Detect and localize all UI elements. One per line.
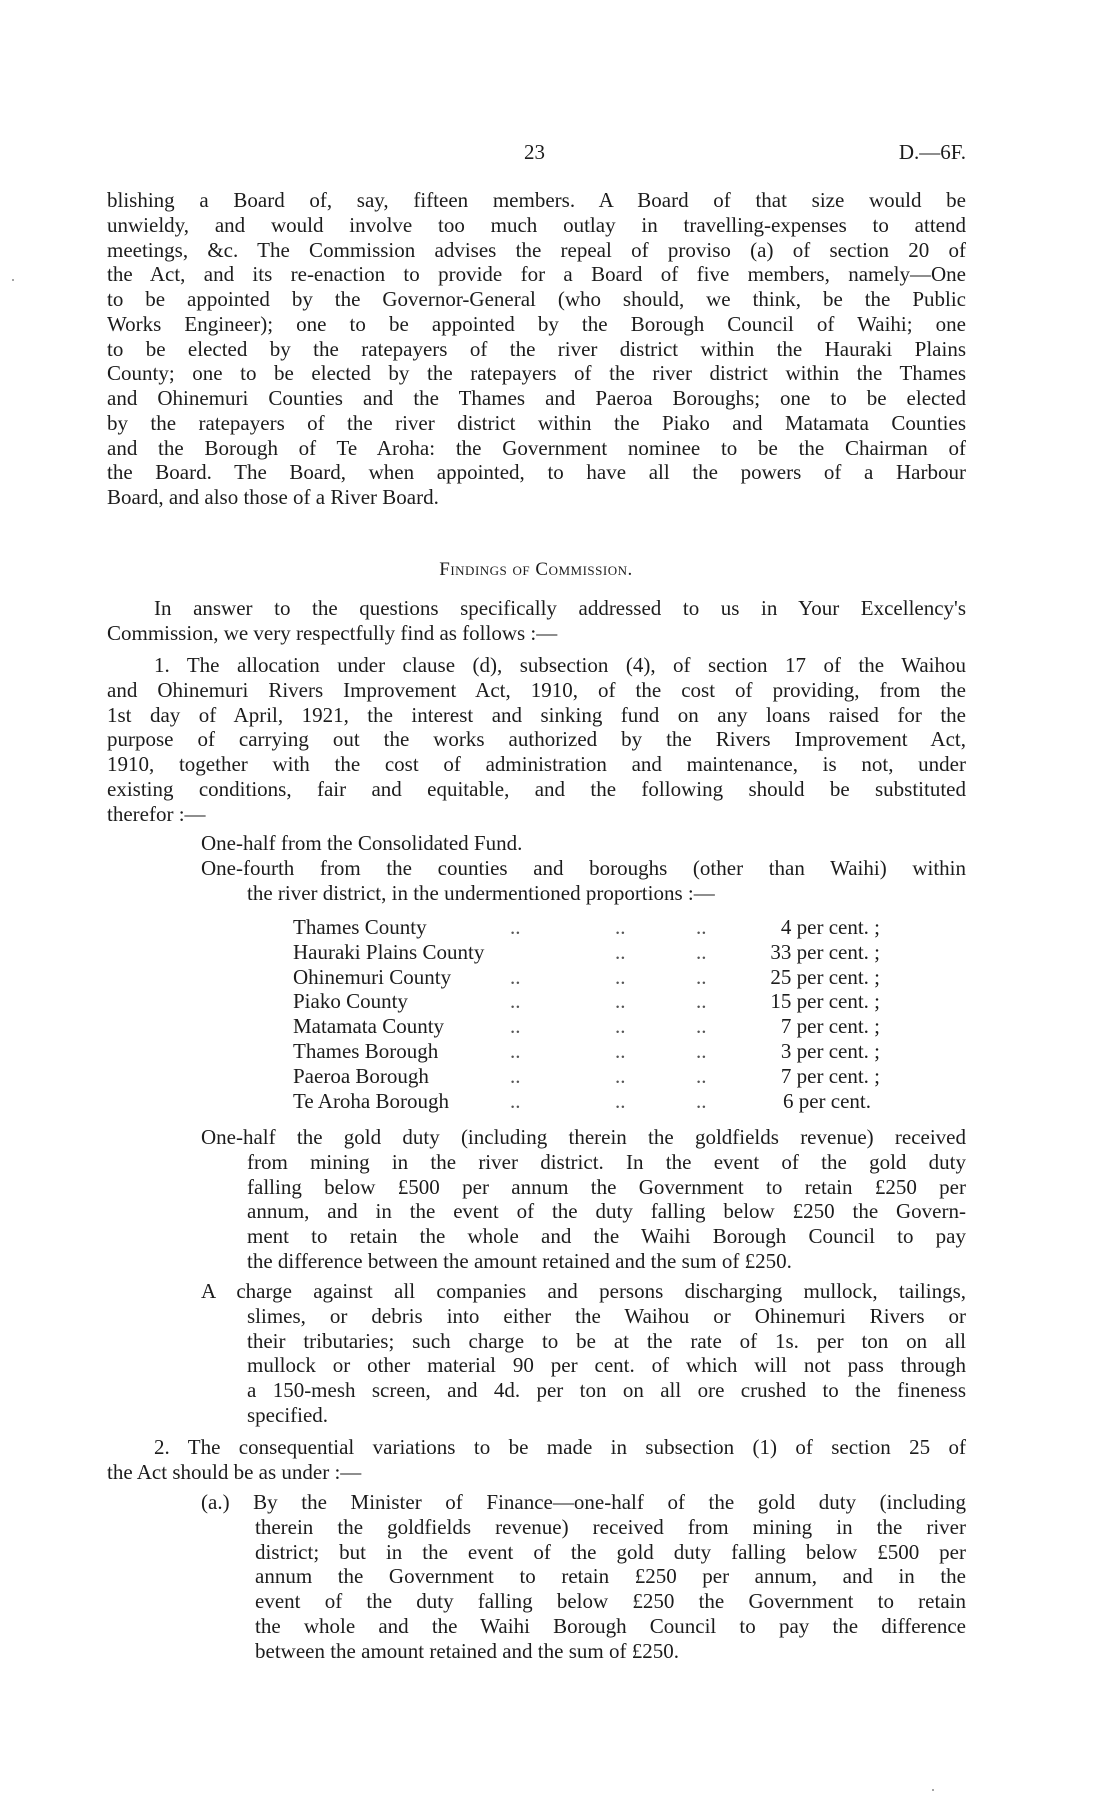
text-line: the Act, and its re-enaction to provide for a Board of five members, namely—One	[107, 262, 966, 287]
scan-speck	[12, 279, 14, 281]
text-line: the difference between the amount retained and the sum of £250.	[247, 1248, 792, 1273]
text-line: annum, and in the event of the duty falling below £250 the Govern-	[247, 1199, 966, 1224]
text-line: the whole and the Waihi Borough Council to pay the difference	[255, 1613, 966, 1638]
text-line: Commission, we very respectfully find as follows :—	[107, 620, 558, 645]
text-line: falling below £500 per annum the Government to retain £250 per	[247, 1174, 966, 1199]
dot-leader: ..	[696, 939, 707, 964]
dot-leader: ..	[510, 1063, 521, 1088]
row-name: Ohinemuri County	[293, 964, 452, 989]
text-line: meetings, &c. The Commission advises the repeal of proviso (a) of section 20 of	[107, 237, 966, 262]
text-line: existing conditions, fair and equitable, and the following should be substituted	[107, 776, 966, 801]
text-line: and Ohinemuri Rivers Improvement Act, 1910, of the cost of providing, from the	[107, 677, 966, 702]
dot-leader: ..	[696, 964, 707, 989]
text-line: a 150-mesh screen, and 4d. per ton on all ore crushed to the fineness	[247, 1378, 966, 1402]
text-line: One-half from the Consolidated Fund.	[201, 831, 523, 855]
dot-leader: ..	[510, 989, 521, 1014]
dot-leader: ..	[696, 1063, 707, 1088]
scan-speck	[932, 1789, 934, 1791]
dot-leader: ..	[615, 964, 626, 989]
row-name: Paeroa Borough	[293, 1063, 429, 1088]
dot-leader: ..	[510, 964, 521, 989]
dot-leader: ..	[510, 1039, 521, 1063]
dot-leader: ..	[696, 989, 707, 1014]
row-name: Te Aroha Borough	[293, 1088, 450, 1113]
text-line: Board, and also those of a River Board.	[107, 485, 439, 509]
text-line: unwieldy, and would involve too much outlay in travelling-expenses to attend	[107, 212, 966, 237]
text-line: blishing a Board of, say, fifteen members. A Board of that size would be	[107, 188, 966, 212]
text-line: purpose of carrying out the works authorized by the Rivers Improvement Act,	[107, 727, 966, 752]
dot-leader: ..	[510, 1014, 521, 1039]
dot-leader: ..	[696, 1088, 707, 1113]
text-line: and Ohinemuri Counties and the Thames and Paeroa Boroughs; one to be elected	[107, 386, 966, 410]
document-reference: D.—6F.	[898, 140, 966, 164]
row-name: Hauraki Plains County	[293, 939, 485, 964]
text-line: One-fourth from the counties and boroughs (other than Waihi) within	[201, 856, 966, 880]
text-line: the Board. The Board, when appointed, to have all the powers of a Harbour	[107, 460, 966, 485]
text-line: 1st day of April, 1921, the interest and sinking fund on any loans raised for the	[107, 702, 966, 727]
text-line: County; one to be elected by the ratepayers of the river district within the Thames	[107, 361, 966, 386]
text-line: by the ratepayers of the river district within the Piako and Matamata Counties	[107, 410, 966, 435]
text-line: 1910, together with the cost of administration and maintenance, is not, under	[107, 752, 966, 776]
row-name: Thames County	[293, 915, 427, 939]
text-line: district; but in the event of the gold duty falling below £500 per	[255, 1539, 966, 1564]
dot-leader: ..	[615, 1039, 626, 1063]
text-line: A charge against all companies and persons discharging mullock, tailings,	[201, 1279, 966, 1303]
dot-leader: ..	[615, 989, 626, 1014]
text-line: In answer to the questions specifically addressed to us in Your Excellency's	[154, 596, 966, 620]
dot-leader: ..	[615, 1088, 626, 1113]
text-line: to be elected by the ratepayers of the river district within the Hauraki Plains	[107, 336, 966, 361]
text-line: their tributaries; such charge to be at the rate of 1s. per ton on all	[247, 1328, 966, 1353]
text-line: and the Borough of Te Aroha: the Government nominee to be the Chairman of	[107, 435, 966, 460]
text-line: mullock or other material 90 per cent. of which will not pass through	[247, 1353, 966, 1378]
row-name: Matamata County	[293, 1014, 445, 1039]
dot-leader: ..	[696, 915, 707, 939]
text-line: from mining in the river district. In the event of the gold duty	[247, 1149, 966, 1174]
row-value: 3 per cent. ;	[780, 1039, 880, 1063]
text-line: specified.	[247, 1402, 329, 1427]
row-value: 7 per cent. ;	[780, 1014, 880, 1039]
dot-leader: ..	[510, 915, 521, 939]
dot-leader: ..	[615, 915, 626, 939]
row-name: Thames Borough	[293, 1039, 439, 1063]
row-value: 15 per cent. ;	[770, 989, 880, 1014]
text-line: therein the goldfields revenue) received from mining in the river	[255, 1514, 966, 1539]
text-line: One-half the gold duty (including therein the goldfields revenue) received	[201, 1125, 966, 1149]
row-value: 4 per cent. ;	[780, 915, 880, 939]
row-name: Piako County	[293, 989, 408, 1014]
text-line: 2. The consequential variations to be made in subsection (1) of section 25 of	[154, 1435, 966, 1459]
row-value: 33 per cent. ;	[770, 939, 880, 964]
section-heading: Findings of Commission.	[439, 559, 633, 580]
row-value: 6 per cent.	[782, 1088, 871, 1113]
dot-leader: ..	[696, 1039, 707, 1063]
text-line: slimes, or debris into either the Waihou or Ohinemuri Rivers or	[247, 1303, 966, 1328]
dot-leader: ..	[615, 1063, 626, 1088]
text-line: ment to retain the whole and the Waihi Borough Council to pay	[247, 1224, 966, 1248]
text-line: (a.) By the Minister of Finance—one-half of the gold duty (including	[201, 1490, 966, 1514]
dot-leader: ..	[510, 1088, 521, 1113]
text-line: 1. The allocation under clause (d), subsection (4), of section 17 of the Waihou	[154, 653, 966, 677]
dot-leader: ..	[615, 1014, 626, 1039]
text-line: annum the Government to retain £250 per annum, and in the	[255, 1564, 966, 1589]
text-line: to be appointed by the Governor-General (who should, we think, be the Public	[107, 287, 966, 311]
text-line: the Act should be as under :—	[107, 1459, 362, 1484]
text-line: between the amount retained and the sum of £250.	[255, 1638, 679, 1663]
text-line: therefor :—	[107, 801, 206, 826]
row-value: 25 per cent. ;	[770, 964, 880, 989]
dot-leader: ..	[615, 939, 626, 964]
dot-leader: ..	[696, 1014, 707, 1039]
text-line: the river district, in the undermentioned proportions :—	[247, 880, 715, 905]
row-value: 7 per cent. ;	[780, 1063, 880, 1088]
text-line: Works Engineer); one to be appointed by the Borough Council of Waihi; one	[107, 311, 966, 336]
page-number: 23	[524, 140, 545, 164]
text-line: event of the duty falling below £250 the Government to retain	[255, 1589, 966, 1613]
